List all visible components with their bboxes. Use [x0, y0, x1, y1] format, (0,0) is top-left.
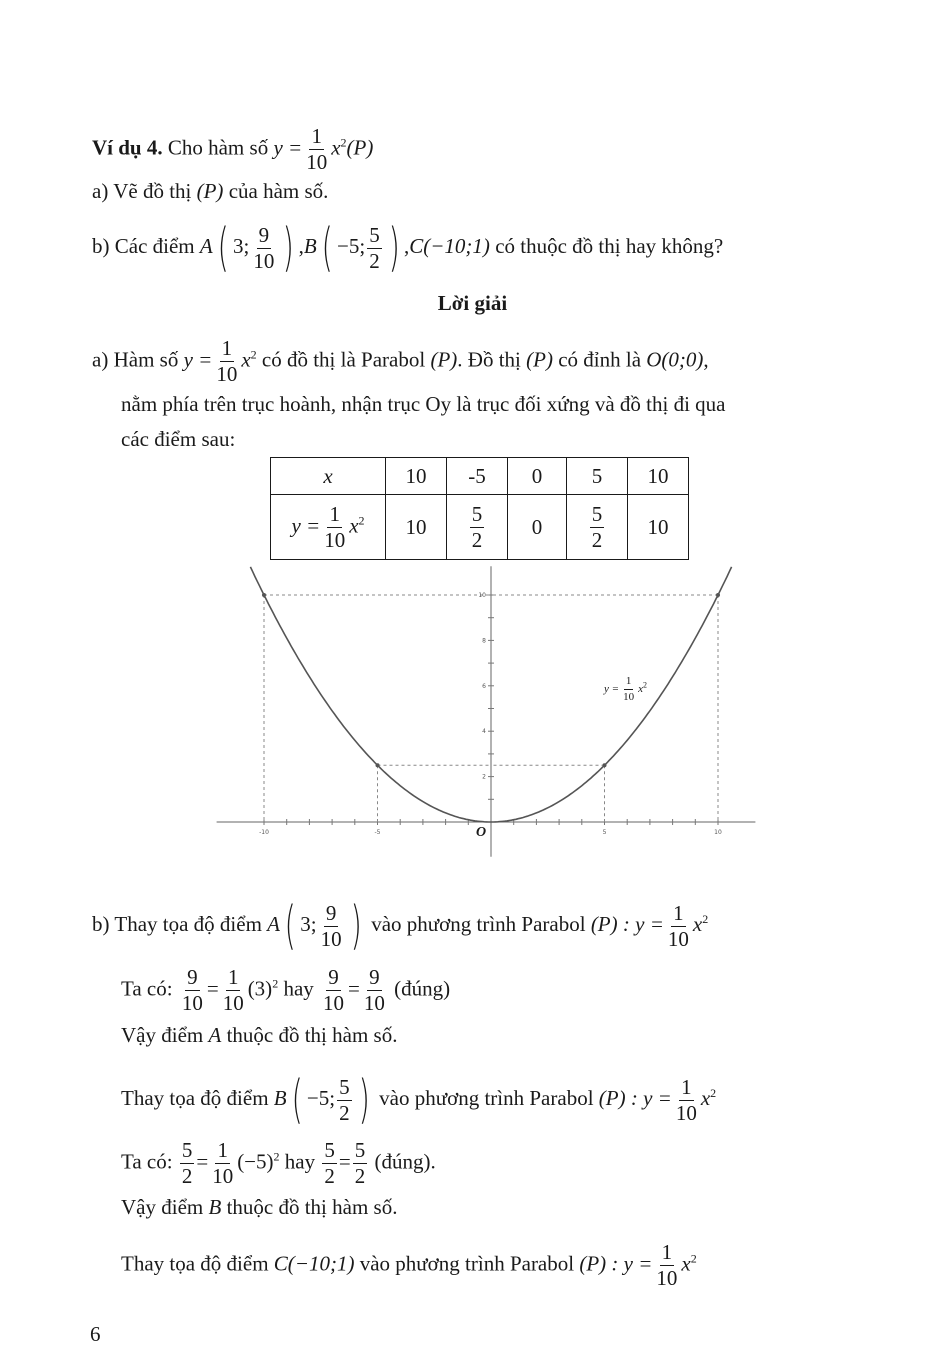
sol-a-p2: (P) — [526, 347, 553, 372]
example-heading — [92, 126, 373, 173]
sol-b2-name: B — [273, 1085, 287, 1110]
task-a-prefix: a) — [92, 179, 109, 203]
table-exp: 2 — [358, 512, 365, 527]
sol-b-line-1: b) Thay tọa độ điểm A( 3; $\frac{9}{10}$ ) vào phương trình Parabol (P) : y = $\frac{1}{10}$ $x^2$ — [92, 896, 709, 956]
calc-2-frac-b — [210, 1140, 235, 1187]
curve-label-fraction — [621, 676, 636, 703]
sol-b1-eq: (P) : y = — [590, 911, 664, 936]
marked-point — [376, 763, 380, 767]
point-a-x: 3; — [233, 233, 250, 258]
point-b-name: B — [303, 233, 317, 258]
calc-2 — [121, 1140, 436, 1187]
sol-b2-eq-exp: 2 — [710, 1085, 717, 1100]
x-tick-label: 10 — [714, 829, 722, 836]
calc-2-prefix: Ta có: — [121, 1149, 173, 1174]
calc-1-frac-a — [180, 967, 205, 1014]
sol-b2-x: −5; — [306, 1085, 336, 1110]
func-den: 10 — [306, 150, 328, 174]
sol-b2-eq-den: 10 — [675, 1100, 697, 1125]
solution-a-line-2: nằm phía trên trục hoành, nhận trục Oy là trục đối xứng và đồ thị đi qua — [121, 392, 726, 416]
point-b-den: 2 — [369, 248, 380, 273]
calc-1-result: (đúng) — [394, 976, 451, 1001]
table-cell: -5 — [447, 458, 508, 495]
sol-b1-eq-num: 1 — [673, 900, 684, 925]
table-den: 2 — [591, 527, 603, 552]
point-a-den: 10 — [253, 248, 275, 273]
table-cell: 0 — [508, 495, 567, 560]
point-b-fraction — [367, 222, 382, 273]
calc-1-frac-b — [221, 967, 246, 1014]
sol-b2-fraction — [337, 1074, 352, 1125]
sol-a-text-4: có đỉnh là — [558, 347, 642, 372]
calc-2-num-b: 1 — [217, 1138, 228, 1162]
y-tick-label: 6 — [482, 682, 486, 690]
calc-1 — [121, 967, 450, 1014]
curve-label — [604, 676, 647, 703]
calc-2-hay: hay — [284, 1149, 316, 1174]
calc-2-den-a: 2 — [181, 1164, 193, 1188]
marked-point — [603, 763, 607, 767]
calc-1-den-b: 10 — [222, 991, 244, 1015]
curve-label-num: 1 — [624, 676, 634, 690]
table-cell: 10 — [386, 495, 447, 560]
sol-b1-name: A — [267, 911, 280, 936]
sol-b1-x: 3; — [300, 911, 317, 936]
task-b-text-2: có thuộc đồ thị hay không? — [495, 233, 724, 258]
calc-2-tail-exp: 2 — [273, 1149, 280, 1164]
concl-2-text-2: thuộc đồ thị hàm số. — [226, 1195, 398, 1219]
calc-2-eq-2: = — [338, 1149, 351, 1174]
task-a-graph: (P) — [196, 179, 224, 203]
calc-2-num-d: 5 — [354, 1138, 366, 1162]
x-tick-label: 5 — [602, 829, 607, 836]
sol-a-p1: (P) — [430, 347, 458, 372]
func-x: x — [331, 135, 341, 160]
solution-title — [0, 290, 945, 316]
table-den: 2 — [471, 527, 483, 552]
func-name: (P) — [346, 135, 374, 160]
calc-2-frac-d — [353, 1140, 368, 1187]
x-tick-label: -5 — [374, 829, 381, 836]
table-num: 5 — [471, 501, 483, 526]
y-tick-label: 10 — [478, 592, 486, 599]
x-tick-label: -10 — [259, 829, 269, 836]
sol-b1-eq-fraction — [666, 900, 691, 951]
sol-a-den: 10 — [216, 362, 238, 386]
table-num: 1 — [329, 501, 340, 526]
sol-b2-text-1: Thay tọa độ điểm — [121, 1085, 269, 1110]
table-cell: 5 — [567, 458, 628, 495]
concl-1-name: A — [208, 1023, 222, 1047]
sol-a-exp: 2 — [250, 347, 257, 362]
parabola-curve — [250, 567, 731, 822]
sol-b2-eq-fraction — [674, 1074, 699, 1125]
calc-1-den-a: 10 — [181, 991, 203, 1015]
calc-1-frac-d — [362, 967, 387, 1014]
task-b-prefix: b) — [92, 233, 110, 258]
origin-label: O — [476, 825, 487, 840]
graph-labels — [259, 592, 722, 836]
point-c: C(−10;1) — [409, 233, 490, 258]
sol-b3-eq-exp: 2 — [690, 1251, 697, 1266]
table-cell: 0 — [508, 458, 567, 495]
page-number: 6 — [90, 1322, 101, 1346]
sol-b-prefix: b) — [92, 911, 110, 936]
calc-1-num-d: 9 — [369, 965, 380, 989]
calc-1-eq-2: = — [348, 976, 360, 1001]
calc-2-frac-c — [322, 1140, 337, 1187]
table-row — [271, 458, 689, 495]
table-x: x — [349, 512, 359, 537]
sol-b1-num: 9 — [325, 900, 337, 925]
point-a-fraction — [251, 222, 276, 273]
calc-1-frac-c — [321, 967, 346, 1014]
sol-b1-eq-x: x — [692, 911, 703, 936]
func-fraction — [304, 126, 329, 173]
table-cell: 10 — [386, 458, 447, 495]
sol-b2-den: 2 — [339, 1100, 350, 1125]
sol-a-x: x — [241, 347, 251, 372]
solution-a-line-1 — [92, 338, 709, 385]
y-tick-label: 8 — [482, 637, 486, 645]
calc-1-num-c: 9 — [328, 965, 339, 989]
sol-b2-num: 5 — [339, 1074, 350, 1099]
sol-b-line-3 — [121, 1242, 697, 1289]
sol-a-text-2: có đồ thị là Parabol — [261, 347, 426, 372]
sol-a-y: y = — [183, 347, 213, 372]
concl-1-text-2: thuộc đồ thị hàm số. — [226, 1023, 398, 1047]
conclusion-2 — [121, 1194, 397, 1220]
point-a-name: A — [199, 233, 213, 258]
curve-label-den: 10 — [623, 691, 635, 703]
curve-label-y: y = — [604, 683, 620, 696]
table-cell — [271, 495, 386, 560]
calc-1-num-b: 1 — [227, 965, 239, 989]
point-a-num: 9 — [258, 222, 270, 247]
sol-a-fraction — [214, 338, 239, 385]
calc-1-den-c: 10 — [323, 991, 345, 1015]
calc-2-den-c: 2 — [324, 1164, 335, 1188]
sol-b3-eq-num: 1 — [661, 1240, 673, 1264]
table-fraction — [590, 501, 605, 552]
graph-guides — [262, 593, 720, 822]
sol-b3-eq-fraction — [654, 1242, 679, 1289]
calc-2-tail: (−5) — [237, 1149, 274, 1174]
concl-1-text-1: Vậy điểm — [121, 1023, 204, 1047]
task-a-text-2: của hàm số. — [228, 179, 329, 203]
calc-2-num-a: 5 — [181, 1138, 193, 1162]
table-den: 10 — [324, 527, 346, 552]
table-cell: x — [271, 458, 386, 495]
calc-2-frac-a — [180, 1140, 195, 1187]
table-row — [271, 495, 689, 560]
sol-b1-eq-den: 10 — [667, 926, 689, 951]
concl-2-text-1: Vậy điểm — [121, 1195, 204, 1219]
y-tick-label: 4 — [482, 728, 486, 736]
sol-b3-eq-den: 10 — [656, 1266, 678, 1290]
table-cell — [567, 495, 628, 560]
calc-1-eq: = — [206, 976, 219, 1001]
marked-point — [716, 593, 720, 597]
task-a-text: Vẽ đồ thị — [113, 179, 192, 203]
solution-title-text: Lời giải — [437, 291, 508, 315]
task-b: b) Các điểm A( 3; $\frac{9}{10}$ ) ,B( −5; $\frac{5}{2}$ ) ,C(−10;1) có thuộc đồ thị hay không? — [92, 218, 724, 278]
table-fraction — [322, 501, 347, 552]
graph-axes — [217, 566, 756, 856]
sol-b2-eq-x: x — [700, 1085, 711, 1110]
sol-b1-text-2: vào phương trình Parabol — [371, 911, 586, 936]
calc-2-den-b: 10 — [212, 1164, 234, 1188]
func-num: 1 — [311, 124, 322, 148]
table-fraction — [470, 501, 485, 552]
example-intro: Cho hàm số — [167, 135, 269, 160]
sol-b2-eq: (P) : y = — [598, 1085, 672, 1110]
sol-a-text-1: Hàm số — [113, 347, 179, 372]
sol-b1-eq-exp: 2 — [702, 911, 709, 926]
example-label: Ví dụ 4. — [92, 135, 163, 160]
values-table — [270, 457, 689, 560]
calc-1-tail: (3) — [247, 976, 273, 1001]
sol-a-text-5: , — [703, 347, 709, 372]
calc-1-num-a: 9 — [187, 965, 198, 989]
func-y: y = — [273, 135, 303, 160]
y-tick-label: 2 — [482, 773, 486, 781]
calc-2-num-c: 5 — [324, 1138, 335, 1162]
table-cell — [447, 495, 508, 560]
calc-1-prefix: Ta có: — [121, 976, 173, 1001]
point-b-num: 5 — [369, 222, 380, 247]
sol-b1-fraction — [319, 900, 344, 951]
sol-b2-text-2: vào phương trình Parabol — [379, 1085, 594, 1110]
concl-2-name: B — [208, 1195, 222, 1219]
sol-b1-text-1: Thay tọa độ điểm — [114, 911, 262, 936]
marked-point — [262, 593, 266, 597]
calc-1-den-d: 10 — [363, 991, 385, 1015]
calc-2-result: (đúng). — [374, 1149, 436, 1174]
calc-2-den-d: 2 — [354, 1164, 366, 1188]
task-b-text: Các điểm — [114, 233, 195, 258]
point-b-x: −5; — [337, 233, 366, 258]
conclusion-1 — [121, 1022, 397, 1048]
curve-label-x: x — [638, 683, 643, 696]
sol-b3-eq-x: x — [681, 1251, 691, 1276]
task-a — [92, 178, 328, 204]
table-y: y = — [291, 512, 321, 537]
curve-label-exp: 2 — [642, 680, 647, 690]
sol-a-vertex: O(0;0) — [646, 347, 704, 372]
table-num: 5 — [591, 501, 603, 526]
sol-b1-den: 10 — [320, 926, 342, 951]
calc-1-tail-exp: 2 — [272, 976, 279, 991]
table-cell: 10 — [628, 495, 689, 560]
sol-b2-eq-num: 1 — [681, 1074, 692, 1099]
sol-b3-text-2: vào phương trình Parabol — [359, 1251, 575, 1276]
sol-b-line-2: Thay tọa độ điểm B( −5; $\frac{5}{2}$ ) vào phương trình Parabol (P) : y = $\frac{1}{10}$ $x^2$ — [121, 1070, 717, 1130]
sol-a-prefix: a) — [92, 347, 109, 372]
calc-1-hay: hay — [283, 976, 314, 1001]
sol-a-num: 1 — [221, 336, 233, 360]
table-cell: 10 — [628, 458, 689, 495]
sol-b3-text-1: Thay tọa độ điểm — [121, 1251, 269, 1276]
sol-b3-eq: (P) : y = — [579, 1251, 653, 1276]
sol-a-text-3: . Đồ thị — [457, 347, 521, 372]
func-exp: 2 — [340, 135, 347, 150]
solution-a-line-3: các điểm sau: — [121, 427, 236, 451]
sol-b3-point: C(−10;1) — [273, 1251, 355, 1276]
calc-2-eq: = — [196, 1149, 209, 1174]
